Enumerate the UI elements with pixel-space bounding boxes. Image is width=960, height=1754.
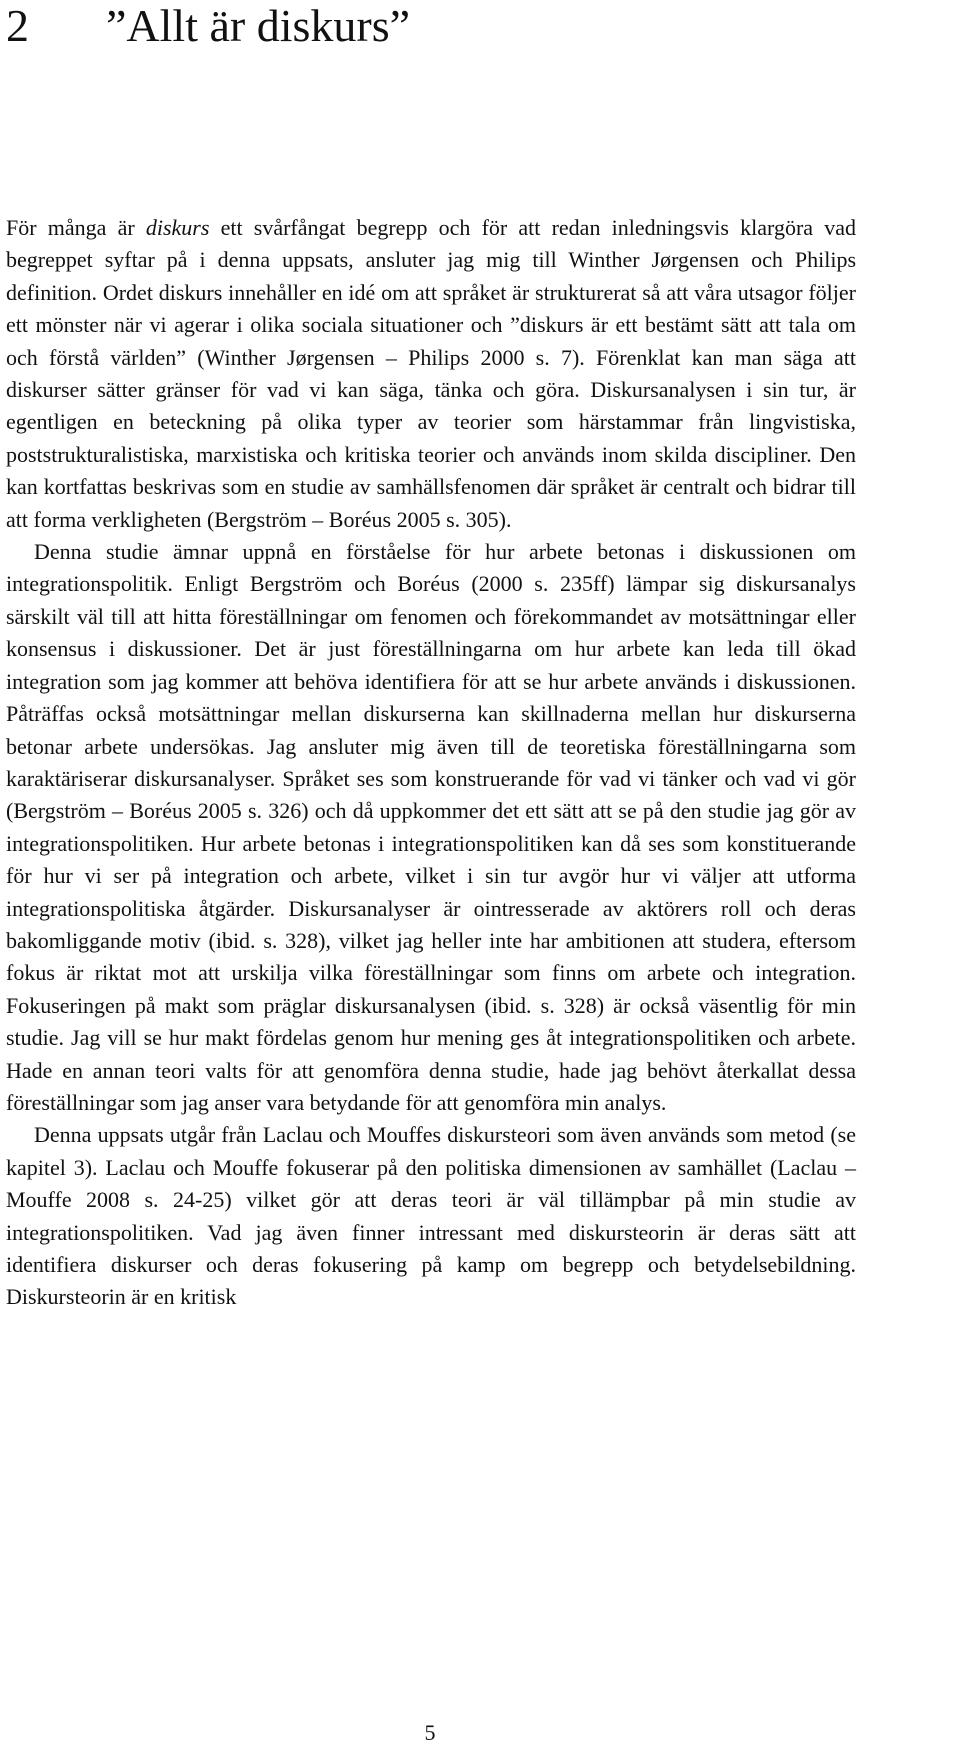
chapter-title: ”Allt är diskurs” [106, 0, 411, 51]
page-number: 5 [424, 1720, 436, 1745]
paragraph-1-rest: ett svårfångat begrepp och för att redan inledningsvis klargöra vad begreppet syftar på i denna uppsats, ansluter jag mig till Winther Jørgensen och Philips definition. Ordet diskurs innehåller en idé om att språket är strukturerat så att våra utsagor följer ett mönster när vi agerar i olika sociala situationer och ”diskurs är ett bestämt sätt att tala om och förstå världen” (Winther Jørgensen – Philips 2000 s. 7). Förenklat kan man säga att diskurser sätter gränser för vad vi kan säga, tänka och göra. Diskursanalysen i sin tur, är egentligen en beteckning på olika typer av teorier som härstammar från lingvistiska, poststrukturalistiska, marxistiska och kritiska teorier och används inom skilda discipliner. Den kan kortfattas beskrivas som en studie av samhällsfenomen där språket är centralt och bidrar till att forma verkligheten (Bergström – Boréus 2005 s. 305). [6, 215, 856, 532]
term-diskurs: diskurs [145, 215, 210, 240]
paragraph-1 [6, 212, 856, 536]
chapter-heading [6, 0, 410, 52]
paragraph-3: Denna uppsats utgår från Laclau och Mouffes diskursteori som även används som metod (se kapitel 3). Laclau och Mouffe fokuserar på den politiska dimensionen av samhället (Laclau – Mouffe 2008 s. 24-25) vilket gör att deras teori är väl tillämpbar på min studie av integrationspolitiken. Vad jag även finner intressant med diskursteorin är deras sätt att identifiera diskurser och deras fokusering på kamp om begrepp och betydelsebildning. Diskursteorin är en kritisk [6, 1122, 856, 1310]
paragraph-2: Denna studie ämnar uppnå en förståelse för hur arbete betonas i diskussionen om integrationspolitik. Enligt Bergström och Boréus (2000 s. 235ff) lämpar sig diskursanalys särskilt väl till att hitta föreställningar om fenomen och förekommandet av motsättningar eller konsensus i diskussioner. Det är just föreställningarna om hur arbete kan leda till ökad integration som jag kommer att behöva identifiera för att se hur arbete används i diskussionen. Påträffas också motsättningar mellan diskurserna kan skillnaderna mellan hur diskurserna betonar arbete undersökas. Jag ansluter mig även till de teoretiska föreställningarna som karaktäriserar diskursanalyser. Språket ses som konstruerande för vad vi tänker och vad vi gör (Bergström – Boréus 2005 s. 326) och då uppkommer det ett sätt att se på den studie jag gör av integrationspolitiken. Hur arbete betonas i integrationspolitiken kan då ses som konstituerande för hur vi ser på integration och arbete, vilket i sin tur avgör hur vi väljer att utforma integrationspolitiska åtgärder. Diskursanalyser är ointresserade av aktörers roll och deras bakomliggande motiv (ibid. s. 328), vilket jag heller inte har ambitionen att studera, eftersom fokus är riktat mot att urskilja vilka föreställningar som finns om arbete och integration. Fokuseringen på makt som präglar diskursanalysen (ibid. s. 328) är också väsentlig för min studie. Jag vill se hur makt fördelas genom hur mening ges åt integrationspolitiken och arbete. Hade en annan teori valts för att genomföra denna studie, hade jag behövt återkallat dessa föreställningar som jag anser vara betydande för att genomföra min analys. [6, 539, 856, 1115]
paragraph-1-start: För många är [6, 215, 146, 240]
chapter-number: 2 [6, 0, 29, 51]
body-text [6, 212, 856, 1314]
